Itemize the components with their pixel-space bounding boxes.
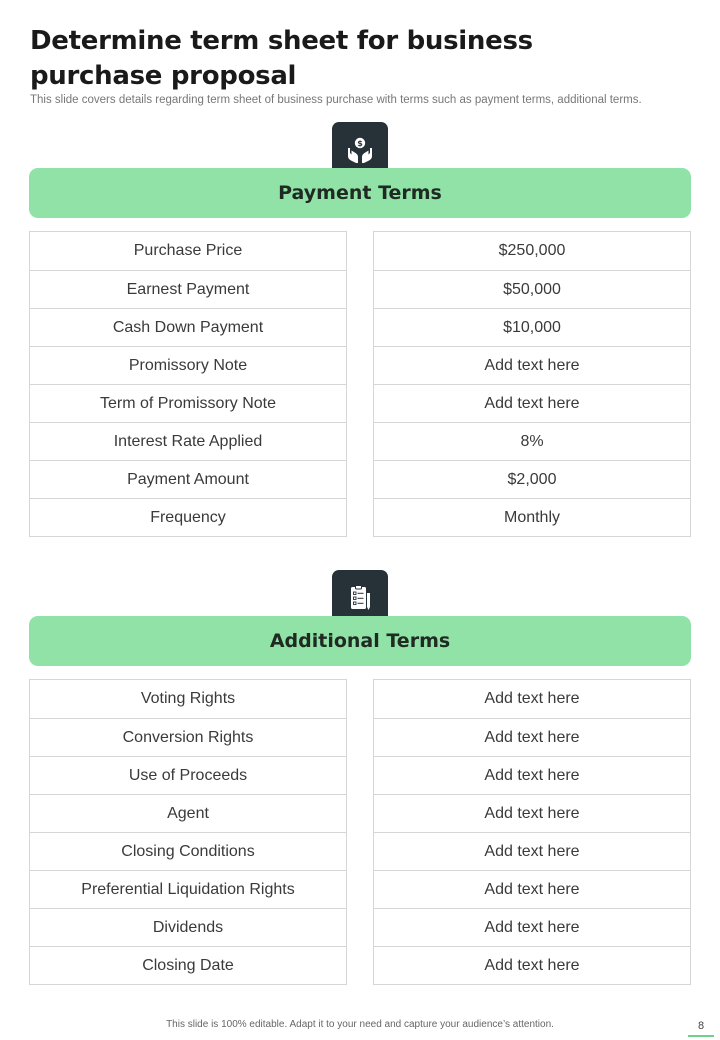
table-row-value: Add text here xyxy=(374,870,690,908)
payment-terms-label-column xyxy=(29,231,347,537)
payment-terms-value-column xyxy=(373,231,691,537)
payment-terms-heading: Payment Terms xyxy=(278,182,442,204)
table-row-value: 8% xyxy=(374,422,690,460)
table-row-label: Interest Rate Applied xyxy=(30,422,346,460)
table-row-label: Conversion Rights xyxy=(30,718,346,756)
table-row-value: Add text here xyxy=(484,690,580,707)
page-number-underline xyxy=(688,1035,714,1037)
table-row-value: Monthly xyxy=(374,498,690,536)
table-row-value: Add text here xyxy=(374,832,690,870)
additional-terms-header xyxy=(29,616,691,666)
table-row-value: Add text here xyxy=(374,908,690,946)
table-row-label: Purchase Price xyxy=(133,242,243,259)
table-row-value: Add text here xyxy=(374,718,690,756)
table-row-label: Use of Proceeds xyxy=(30,756,346,794)
additional-terms-value-column xyxy=(373,679,691,985)
table-row-value: Add text here xyxy=(374,346,690,384)
svg-text:$: $ xyxy=(357,139,363,148)
table-row-value: Add text here xyxy=(374,384,690,422)
page-subtitle: This slide covers details regarding term sheet of business purchase with terms such as payment terms, additional terms. xyxy=(30,94,642,106)
table-row-label: Preferential Liquidation Rights xyxy=(30,870,346,908)
table-row-value: $10,000 xyxy=(374,308,690,346)
table-row-value: $2,000 xyxy=(374,460,690,498)
table-row-value: $250,000 xyxy=(498,242,566,259)
table-row-label: Earnest Payment xyxy=(30,270,346,308)
table-row-value: Add text here xyxy=(374,794,690,832)
additional-terms-heading: Additional Terms xyxy=(269,630,451,652)
table-row-label: Promissory Note xyxy=(30,346,346,384)
table-row-label: Agent xyxy=(30,794,346,832)
table-row-label: Voting Rights xyxy=(140,690,236,707)
table-row-value: $50,000 xyxy=(374,270,690,308)
table-row-label: Frequency xyxy=(30,498,346,536)
table-row-value: Add text here xyxy=(374,946,690,984)
page-title: Determine term sheet for business purchase proposal xyxy=(30,26,533,91)
table-row-label: Cash Down Payment xyxy=(30,308,346,346)
table-row-label: Closing Date xyxy=(30,946,346,984)
additional-terms-label-column xyxy=(29,679,347,985)
table-row-value: Add text here xyxy=(374,756,690,794)
table-row-label: Closing Conditions xyxy=(30,832,346,870)
payment-terms-header xyxy=(29,168,691,218)
footer-note: This slide is 100% editable. Adapt it to your need and capture your audience’s attention. xyxy=(166,1019,554,1030)
table-row-label: Dividends xyxy=(30,908,346,946)
page-number: 8 xyxy=(697,1020,705,1032)
table-row-label: Term of Promissory Note xyxy=(30,384,346,422)
table-row-label: Payment Amount xyxy=(30,460,346,498)
